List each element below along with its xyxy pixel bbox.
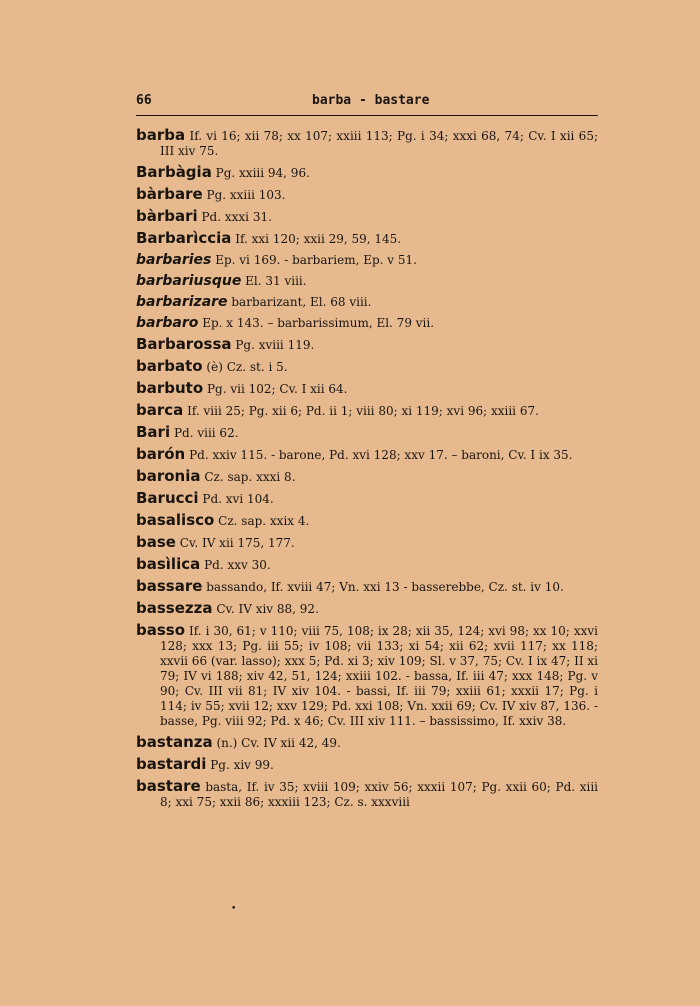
entry-references: Ep. vi 169. - barbariem, Ep. v 51. [215, 253, 417, 267]
dictionary-entry [136, 337, 598, 353]
entry-references: If. vi 16; xii 78; xx 107; xxiii 113; Pg. i 34; xxxi 68, 74; Cv. I xii 65; III xiv 75. [160, 129, 598, 158]
page-header [136, 93, 598, 111]
dictionary-entry [136, 447, 598, 463]
entry-references: barbarizant, El. 68 viii. [231, 295, 372, 309]
entry-headword: bastare [136, 777, 201, 795]
entry-headword: bassezza [136, 599, 213, 617]
page-number: 66 [136, 93, 152, 108]
running-head: barba - bastare [312, 93, 430, 108]
entry-headword: barbarizare [136, 294, 228, 310]
dictionary-entry [136, 274, 598, 289]
dictionary-entry [136, 757, 598, 773]
dictionary-entry [136, 316, 598, 331]
entry-headword: bastanza [136, 733, 213, 751]
entry-headword: Barucci [136, 489, 199, 507]
dictionary-entry [136, 165, 598, 181]
entry-references: If. viii 25; Pg. xii 6; Pd. ii 1; viii 80; xi 119; xvi 96; xxiii 67. [187, 404, 539, 418]
entry-headword: bastardi [136, 755, 207, 773]
dictionary-entry [136, 295, 598, 310]
entry-references: Pd. xxiv 115. - barone, Pd. xvi 128; xxv 17. – baroni, Cv. I ix 35. [189, 448, 573, 462]
entry-references: Cz. sap. xxix 4. [218, 514, 310, 528]
entry-references: Cv. IV xii 175, 177. [179, 536, 295, 550]
dictionary-entry [136, 491, 598, 507]
entry-references: (n.) Cv. IV xii 42, 49. [216, 736, 341, 750]
entry-references: El. 31 viii. [245, 274, 307, 288]
entry-headword: barbariusque [136, 273, 242, 289]
dictionary-entry [136, 535, 598, 551]
entry-references: If. xxi 120; xxii 29, 59, 145. [235, 232, 402, 246]
header-rule [136, 115, 598, 116]
entry-headword: barbuto [136, 379, 204, 397]
dictionary-entry [136, 359, 598, 375]
dictionary-entry [136, 231, 598, 247]
entry-headword: bàrbari [136, 207, 198, 225]
entry-headword: barón [136, 445, 186, 463]
entry-references: Pg. xviii 119. [235, 338, 315, 352]
dictionary-entry [136, 735, 598, 751]
entry-references: Cz. sap. xxxi 8. [204, 470, 296, 484]
entry-headword: baronia [136, 467, 201, 485]
entry-headword: barbaro [136, 315, 199, 331]
entry-references: bassando, If. xviii 47; Vn. xxi 13 - basserebbe, Cz. st. iv 10. [206, 580, 564, 594]
dictionary-entry [136, 779, 598, 810]
entry-headword: Bari [136, 423, 171, 441]
dictionary-entry [136, 579, 598, 595]
entry-headword: barba [136, 126, 186, 144]
entry-references: (è) Cz. st. i 5. [206, 360, 288, 374]
entry-references: Pg. xxiii 94, 96. [215, 166, 310, 180]
entry-references: Pd. xxxi 31. [201, 210, 272, 224]
entry-headword: bassare [136, 577, 203, 595]
entry-references: Ep. x 143. – barbarissimum, El. 79 vii. [202, 316, 435, 330]
dictionary-entry [136, 381, 598, 397]
footer-mark: • [231, 904, 237, 914]
entry-headword: barca [136, 401, 184, 419]
dictionary-entry [136, 187, 598, 203]
entry-headword: Barbarossa [136, 335, 232, 353]
entry-references: Pg. xiv 99. [210, 758, 274, 772]
entry-headword: Barbàgia [136, 163, 212, 181]
entry-headword: base [136, 533, 176, 551]
entry-headword: basalisco [136, 511, 215, 529]
entry-headword: basìlica [136, 555, 201, 573]
dictionary-entry [136, 513, 598, 529]
entry-headword: barbaries [136, 252, 212, 268]
entry-references: Cv. IV xiv 88, 92. [216, 602, 319, 616]
entry-headword: basso [136, 621, 186, 639]
dictionary-entry [136, 209, 598, 225]
dictionary-entries [136, 128, 598, 810]
dictionary-entry [136, 128, 598, 159]
dictionary-entry [136, 425, 598, 441]
dictionary-entry [136, 469, 598, 485]
dictionary-entry [136, 557, 598, 573]
entry-references: Pd. xvi 104. [202, 492, 274, 506]
entry-references: Pg. vii 102; Cv. I xii 64. [206, 382, 348, 396]
dictionary-entry [136, 623, 598, 729]
entry-references: basta, If. iv 35; xviii 109; xxiv 56; xxxii 107; Pg. xxii 60; Pd. xiii 8; xxi 75; xxii 86; xxxiii 123; Cz. s. xxxviii [160, 780, 598, 809]
dictionary-entry [136, 601, 598, 617]
entry-references: Pd. xxv 30. [204, 558, 271, 572]
entry-headword: barbato [136, 357, 203, 375]
dictionary-entry [136, 253, 598, 268]
entry-references: Pg. xxiii 103. [206, 188, 286, 202]
entry-references: Pd. viii 62. [173, 426, 239, 440]
entry-headword: bàrbare [136, 185, 203, 203]
dictionary-entry [136, 403, 598, 419]
entry-headword: Barbarìccia [136, 229, 232, 247]
entry-references: If. i 30, 61; v 110; viii 75, 108; ix 28; xii 35, 124; xvi 98; xx 10; xxvi 128; xxx 13; Pg. iii 55; iv 108; vii 133; xi 54; xii 62; xvii 117; xx 118; xxvii 66 (var. lasso); xxx 5; Pd. xi 3; xiv 109; Sl. v 37, 75; Cv. I ix 47; II xi 79; IV vi 188; xiv 42, 51, 124; xxiii 102. - bassa, If. iii 47; xxx 148; Pg. v 90; Cv. III vii 81; IV xiv 104. - bassi, If. iii 79; xxiii 61; xxxii 17; Pg. i 114; iv 55; xvii 12; xxv 129; Pd. xxi 108; Vn. xxii 69; Cv. IV xiv 87, 136. - basse, Pg. viii 92; Pd. x 46; Cv. III xiv 111. – bassissimo, If. xxiv 38. [160, 624, 598, 728]
